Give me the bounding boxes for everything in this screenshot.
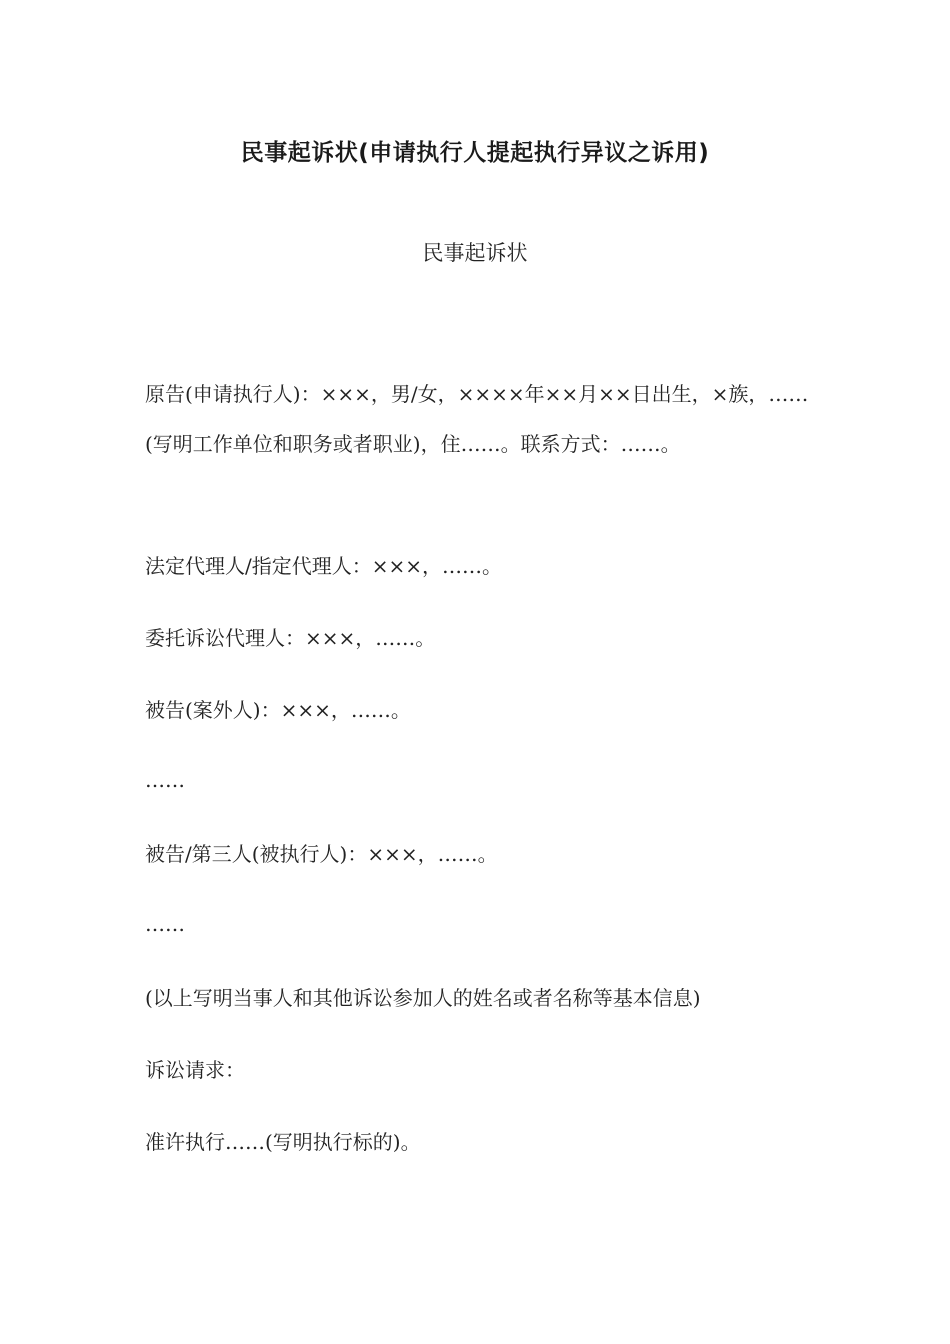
document-subtitle: 民事起诉状 <box>422 241 528 265</box>
paragraph-legal-agent: 法定代理人/指定代理人：×××，……。 <box>145 554 503 578</box>
paragraph-ellipsis-1: …… <box>145 768 185 792</box>
paragraph-ellipsis-2: …… <box>145 912 185 936</box>
paragraph-claims-heading: 诉讼请求： <box>145 1058 245 1082</box>
document-title: 民事起诉状(申请执行人提起执行异议之诉用) <box>240 140 710 166</box>
paragraph-party-info-note: (以上写明当事人和其他诉讼参加人的姓名或者名称等基本信息) <box>145 986 701 1010</box>
paragraph-plaintiff: 原告(申请执行人)：×××，男/女，××××年××月××日出生，×族，……(写明工作单位和职务或者职业)，住……。联系方式：……。 <box>145 382 809 456</box>
paragraph-claim-item: 准许执行……(写明执行标的)。 <box>145 1130 421 1154</box>
paragraph-defendant-third-party: 被告/第三人(被执行人)：×××，……。 <box>145 842 498 866</box>
paragraph-entrusted-agent: 委托诉讼代理人：×××，……。 <box>145 626 436 650</box>
paragraph-defendant-outsider: 被告(案外人)：×××，……。 <box>145 698 411 722</box>
